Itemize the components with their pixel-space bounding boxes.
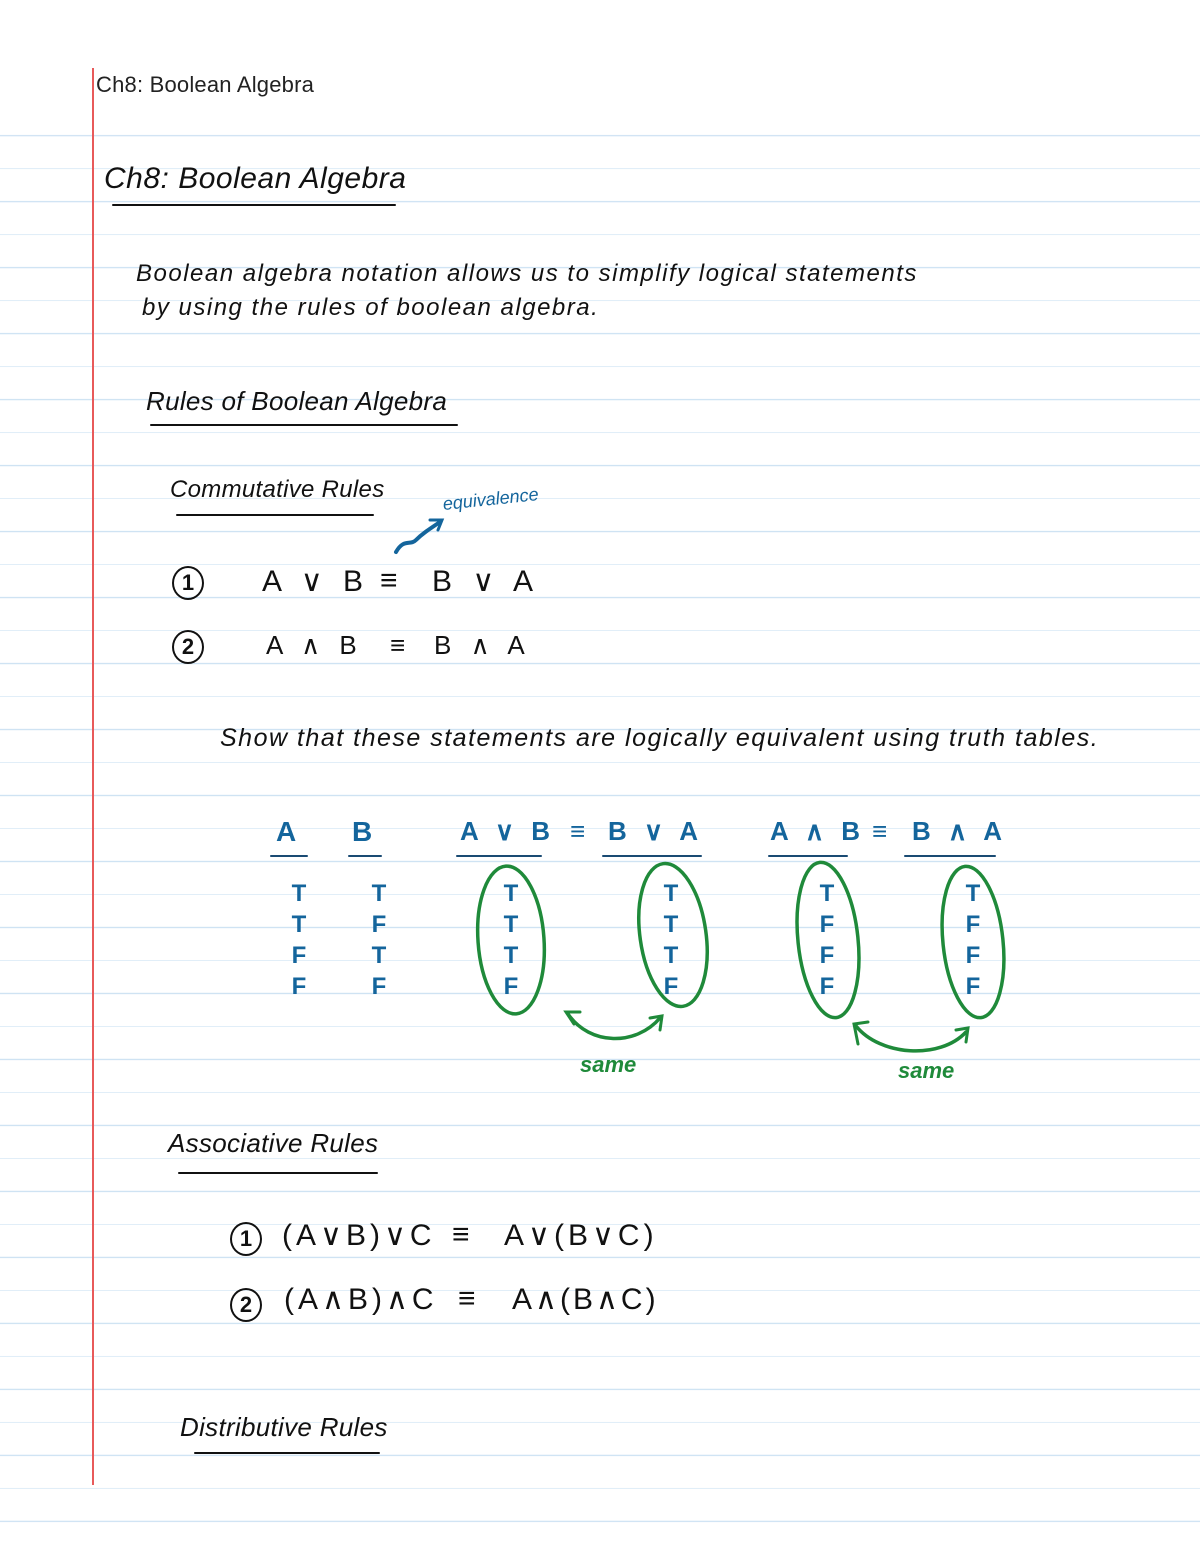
tt-header-or-lhs: A ∨ B (460, 816, 556, 846)
tt-cell: F (371, 911, 387, 938)
rule-number: 1 (230, 1222, 262, 1256)
equivalence-annotation: equivalence (441, 484, 540, 515)
associative-rule-1-eq: ≡ (452, 1218, 476, 1251)
tt-header-a: A (276, 816, 297, 847)
tt-cell: T (371, 942, 387, 969)
oval-and-lhs (790, 859, 866, 1020)
associative-heading: Associative Rules (168, 1128, 379, 1158)
tt-header-and-lhs: A ∧ B (770, 816, 866, 846)
tt-cell: T (291, 880, 307, 907)
tt-cell: F (965, 911, 981, 938)
section-heading: Ch8: Boolean Algebra (104, 162, 407, 195)
commutative-rule-2-lhs: A ∧ B (266, 630, 363, 660)
tt-cell: T (371, 880, 387, 907)
rule-number: 2 (172, 630, 204, 664)
tt-cell: T (965, 880, 981, 907)
rule-number: 2 (230, 1288, 262, 1322)
tt-cell: F (819, 973, 835, 1000)
tt-cell: F (371, 973, 387, 1000)
commutative-rule-1-lhs: A ∨ B (262, 565, 369, 598)
rules-heading: Rules of Boolean Algebra (146, 386, 448, 416)
tt-cell: T (819, 880, 835, 907)
same-label-1: same (580, 1052, 637, 1077)
tt-cell: T (291, 911, 307, 938)
tt-header-and-eq: ≡ (872, 816, 888, 846)
commutative-rule-1-eq: ≡ (380, 564, 404, 597)
rule-number: 1 (172, 566, 204, 600)
tt-header-b: B (352, 816, 373, 847)
tt-cell: T (663, 880, 679, 907)
associative-rule-2-rhs: A∧(B∧C) (512, 1283, 659, 1316)
associative-underline (178, 1172, 378, 1174)
associative-rule-1-lhs: (A∨B)∨C (282, 1219, 436, 1252)
tt-cell: T (503, 942, 519, 969)
intro-line-2: by using the rules of boolean algebra. (142, 294, 600, 321)
distributive-underline (194, 1452, 380, 1454)
distributive-heading: Distributive Rules (180, 1412, 388, 1442)
same-arrow-1 (568, 1014, 660, 1039)
intro-line-1: Boolean algebra notation allows us to simplify logical statements (136, 260, 918, 287)
tt-cell: F (819, 942, 835, 969)
oval-or-lhs (473, 864, 549, 1016)
associative-rule-2-eq: ≡ (458, 1282, 482, 1315)
instruction-text: Show that these statements are logically equivalent using truth tables. (220, 724, 1100, 752)
tt-cell: T (663, 942, 679, 969)
tt-cell: T (503, 880, 519, 907)
tt-cell: F (965, 973, 981, 1000)
tt-cell: F (965, 942, 981, 969)
tt-cell: F (291, 942, 307, 969)
commutative-heading: Commutative Rules (170, 476, 385, 503)
tt-cell: T (503, 911, 519, 938)
oval-and-rhs (935, 863, 1011, 1020)
tt-cell: T (663, 911, 679, 938)
associative-rule-2-lhs: (A∧B)∧C (284, 1283, 438, 1316)
tt-header-and-rhs: B ∧ A (912, 816, 1008, 846)
equivalence-arrow (396, 522, 440, 552)
tt-header-or-rhs: B ∨ A (608, 816, 704, 846)
same-label-2: same (898, 1058, 955, 1083)
oval-or-rhs (630, 859, 715, 1011)
tt-cell: F (291, 973, 307, 1000)
same-arrow-2 (856, 1026, 966, 1051)
commutative-rule-2-rhs: B ∧ A (434, 630, 531, 660)
tt-cell: F (663, 973, 679, 1000)
tt-header-or-eq: ≡ (570, 816, 586, 846)
tt-cell: F (819, 911, 835, 938)
associative-rule-1-rhs: A∨(B∨C) (504, 1219, 658, 1252)
commutative-rule-1-rhs: B ∨ A (432, 565, 539, 598)
commutative-rule-2-eq: ≡ (390, 630, 412, 660)
page-title: Ch8: Boolean Algebra (96, 72, 315, 97)
tt-cell: F (503, 973, 519, 1000)
